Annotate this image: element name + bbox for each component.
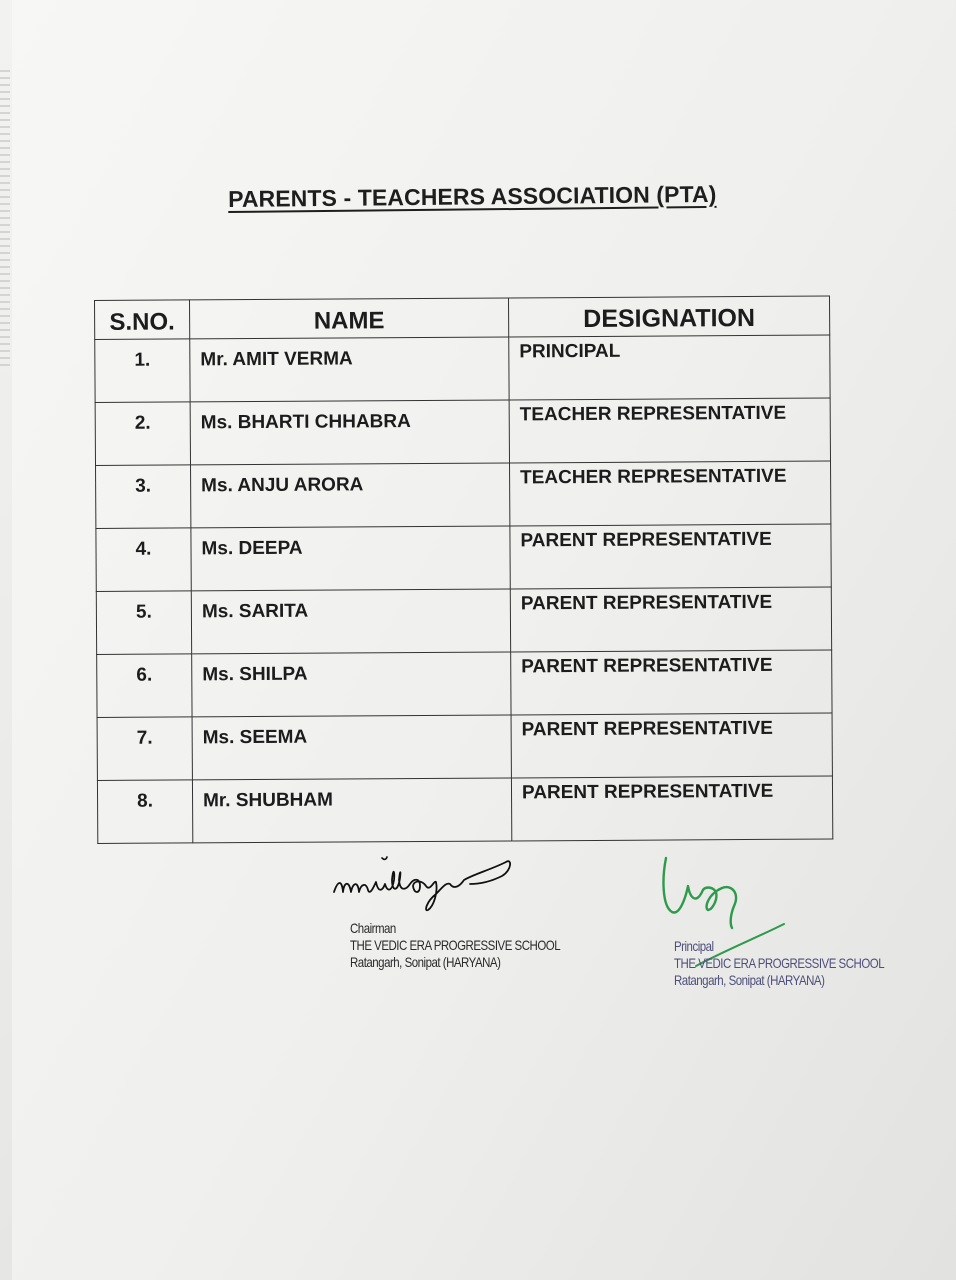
row-name: Ms. ANJU ARORA xyxy=(191,463,510,528)
table-header-row xyxy=(95,296,830,339)
row-name: Mr. SHUBHAM xyxy=(192,778,511,843)
document-title: PARENTS - TEACHERS ASSOCIATION (PTA) xyxy=(228,180,717,212)
chairman-signature-icon xyxy=(330,840,530,920)
chairman-address: Ratangarh, Sonipat (HARYANA) xyxy=(350,954,501,970)
row-sno: 1. xyxy=(95,339,190,403)
row-designation: PARENT REPRESENTATIVE xyxy=(510,524,831,589)
table-row xyxy=(96,461,831,528)
table-row xyxy=(95,335,830,402)
row-name: Ms. SHILPA xyxy=(192,652,511,717)
principal-caption xyxy=(674,938,884,989)
principal-role: Principal xyxy=(674,938,714,954)
table-row xyxy=(95,398,830,465)
row-sno: 5. xyxy=(96,591,191,655)
chairman-school: THE VEDIC ERA PROGRESSIVE SCHOOL xyxy=(350,937,561,953)
row-sno: 2. xyxy=(95,402,190,466)
table-row xyxy=(96,587,831,654)
row-designation: TEACHER REPRESENTATIVE xyxy=(509,398,830,463)
table-row xyxy=(97,713,832,780)
table-row xyxy=(96,524,831,591)
pta-members-table xyxy=(94,296,833,844)
header-designation: DESIGNATION xyxy=(508,296,829,337)
row-sno: 6. xyxy=(97,654,192,718)
header-name: NAME xyxy=(190,298,509,339)
row-name: Ms. DEEPA xyxy=(191,526,510,591)
chairman-signature-block xyxy=(330,840,606,971)
table-row xyxy=(97,776,832,843)
principal-address: Ratangarh, Sonipat (HARYANA) xyxy=(674,972,825,988)
row-sno: 7. xyxy=(97,717,192,781)
chairman-role: Chairman xyxy=(350,920,396,936)
row-name: Ms. SARITA xyxy=(191,589,510,654)
row-name: Ms. SEEMA xyxy=(192,715,511,780)
header-sno: S.NO. xyxy=(95,300,190,340)
row-designation: PARENT REPRESENTATIVE xyxy=(510,587,831,652)
row-designation: PRINCIPAL xyxy=(509,335,830,400)
row-designation: PARENT REPRESENTATIVE xyxy=(511,713,832,778)
row-designation: PARENT REPRESENTATIVE xyxy=(511,650,832,715)
row-sno: 8. xyxy=(97,780,192,844)
chairman-caption xyxy=(350,920,560,971)
row-designation: TEACHER REPRESENTATIVE xyxy=(510,461,831,526)
paper-edge xyxy=(0,70,10,370)
principal-signature-block xyxy=(656,850,930,989)
row-designation: PARENT REPRESENTATIVE xyxy=(511,776,832,841)
principal-school: THE VEDIC ERA PROGRESSIVE SCHOOL xyxy=(674,955,885,971)
table-row xyxy=(97,650,832,717)
row-sno: 4. xyxy=(96,528,191,592)
row-name: Ms. BHARTI CHHABRA xyxy=(190,400,509,465)
row-name: Mr. AMIT VERMA xyxy=(190,337,509,402)
row-sno: 3. xyxy=(96,465,191,529)
